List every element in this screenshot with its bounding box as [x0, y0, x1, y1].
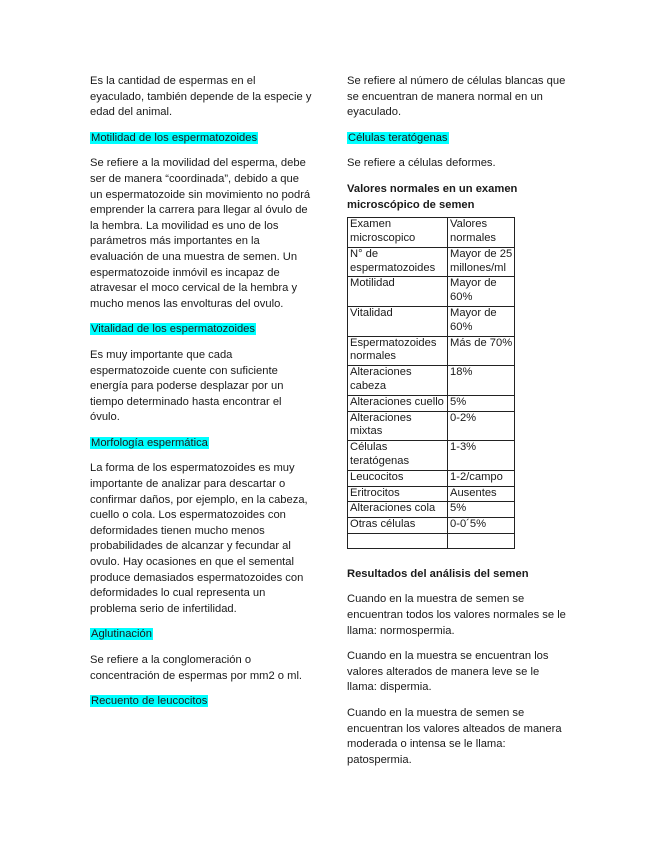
parameter-cell: Motilidad — [348, 277, 448, 307]
section-heading-recuento — [90, 694, 312, 710]
parameter-cell: Células teratógenas — [348, 441, 448, 471]
value-cell: 0-2% — [448, 411, 515, 441]
empty-cell — [448, 533, 515, 548]
value-cell: Mayor de 60% — [448, 306, 515, 336]
table-row — [348, 395, 515, 411]
parameter-cell: Alteraciones cuello — [348, 395, 448, 411]
section-heading-motilidad — [90, 131, 312, 147]
value-cell: 0-0´5% — [448, 518, 515, 534]
table-row — [348, 411, 515, 441]
parameter-cell: Alteraciones cola — [348, 502, 448, 518]
table-row — [348, 306, 515, 336]
vitalidad-paragraph: Es muy importante que cada espermatozoide cuente con suficiente energía para poderse desplazar por un tiempo determinado hasta encontrar el óvulo. — [90, 348, 284, 424]
section-heading-morfologia — [90, 436, 312, 452]
resultados-paragraph-3: Cuando en la muestra de semen se encuentran los valores alteados de manera moderada o intensa se le llama: patospermia. — [347, 707, 562, 766]
table-row — [348, 277, 515, 307]
heading-text: Aglutinación — [91, 628, 152, 641]
heading-text: Vitalidad de los espermatozoides — [91, 323, 255, 336]
section-heading-vitalidad — [90, 322, 312, 338]
heading-text: Morfología espermática — [91, 436, 208, 449]
morfologia-paragraph: La forma de los espermatozoides es muy importante de analizar para descartar o confirmar daños, por ejemplo, en la cabeza, cuello o cola. Los espermatozoides con deformidades tienen mucho menos probabilidades de alcanzar y fecundar al ovulo. Hay ocasiones en que el semental produce demasiados espermatozoides con deformidades lo cual representa un problema serio de infertilidad. — [90, 462, 308, 615]
parameter-cell: Alteraciones cabeza — [348, 366, 448, 396]
table-row — [348, 247, 515, 277]
parameter-cell: Otras células — [348, 518, 448, 534]
table-row — [348, 486, 515, 502]
intro-paragraph: Es la cantidad de espermas en el eyaculado, también depende de la especie y edad del animal. — [90, 75, 312, 119]
table-row — [348, 518, 515, 534]
header-cell: Valores normales — [448, 218, 515, 248]
table-title: Valores normales en un examen microscópico de semen — [347, 182, 518, 211]
header-cell: Examen microscopico — [348, 218, 448, 248]
parameter-cell: Espermatozoides normales — [348, 336, 448, 366]
left-column — [90, 74, 312, 720]
value-cell: 5% — [448, 395, 515, 411]
parameter-cell: Vitalidad — [348, 306, 448, 336]
empty-cell — [348, 533, 448, 548]
section-heading-aglutinacion — [90, 627, 312, 643]
value-cell: 1-2/campo — [448, 470, 515, 486]
resultados-paragraph-2: Cuando en la muestra se encuentran los valores alterados de manera leve se le llama: dispermia. — [347, 650, 549, 694]
celulas-paragraph: Se refiere a células deformes. — [347, 157, 496, 170]
table-row — [348, 470, 515, 486]
table-row — [348, 441, 515, 471]
table-row — [348, 502, 515, 518]
right-column — [347, 74, 567, 778]
table-header-row — [348, 218, 515, 248]
value-cell: Mayor de 60% — [448, 277, 515, 307]
heading-text: Células teratógenas — [348, 131, 448, 144]
table-row — [348, 336, 515, 366]
heading-text: Recuento de leucocitos — [91, 695, 208, 708]
resultados-heading: Resultados del análisis del semen — [347, 567, 529, 580]
value-cell: Más de 70% — [448, 336, 515, 366]
heading-text: Motilidad de los espermatozoides — [91, 131, 258, 144]
value-cell: 18% — [448, 366, 515, 396]
recuento-paragraph: Se refiere al número de células blancas que se encuentran de manera normal en un eyaculado. — [347, 75, 566, 119]
motilidad-paragraph: Se refiere a la movilidad del esperma, debe ser de manera “coordinada”, debido a que un espermatozoide sin movimiento no podrá emprender la carrera para llegar al óvulo de la hembra. La movilidad es uno de los parámetros más importantes en la evaluación de una muestra de semen. Un espermatozoide inmóvil es incapaz de atravesar el moco cervical de la hembra y mucho menos las envolturas del ovulo. — [90, 157, 311, 310]
parameter-cell: N° de espermatozoides — [348, 247, 448, 277]
parameter-cell: Alteraciones mixtas — [348, 411, 448, 441]
resultados-paragraph-1: Cuando en la muestra de semen se encuentran todos los valores normales se le llama: normospermia. — [347, 593, 566, 637]
normal-values-table — [347, 217, 515, 549]
value-cell: Mayor de 25 millones/ml — [448, 247, 515, 277]
value-cell: 1-3% — [448, 441, 515, 471]
parameter-cell: Leucocitos — [348, 470, 448, 486]
section-heading-celulas — [347, 131, 567, 147]
table-empty-row — [348, 533, 515, 548]
value-cell: 5% — [448, 502, 515, 518]
aglutinacion-paragraph: Se refiere a la conglomeración o concentración de espermas por mm2 o ml. — [90, 654, 303, 682]
parameter-cell: Eritrocitos — [348, 486, 448, 502]
table-row — [348, 366, 515, 396]
value-cell: Ausentes — [448, 486, 515, 502]
